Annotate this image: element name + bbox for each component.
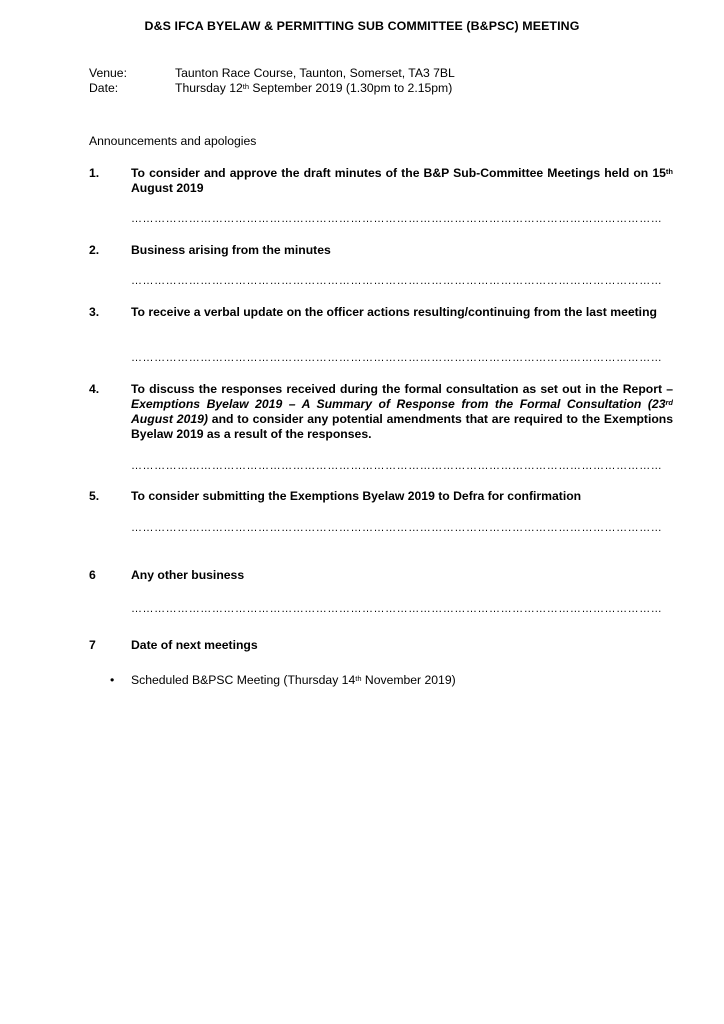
date-label: Date: — [89, 81, 119, 95]
next-meeting-text: Scheduled B&PSC Meeting (Thursday 14th November 2019) — [131, 673, 456, 687]
venue-value: Taunton Race Course, Taunton, Somerset, TA3 7BL — [175, 66, 455, 80]
item-number: 6 — [89, 568, 96, 582]
item-text: To consider and approve the draft minutes of the B&P Sub-Committee Meetings held on 15th August 2019 — [131, 166, 673, 195]
item-number: 5. — [89, 489, 100, 503]
item-number: 2. — [89, 243, 100, 257]
item-text: To consider submitting the Exemptions Byelaw 2019 to Defra for confirmation — [131, 489, 582, 503]
bullet-icon: • — [110, 673, 115, 687]
notes-line-1: ………………………………………………………………………………………………………………………… — [131, 213, 663, 225]
announcements-heading: Announcements and apologies — [89, 134, 257, 148]
notes-line-6: ………………………………………………………………………………………………………………………… — [131, 603, 663, 615]
notes-line-5: ………………………………………………………………………………………………………………………… — [131, 522, 663, 534]
notes-line-3: ………………………………………………………………………………………………………………………… — [131, 352, 663, 364]
item-text: Business arising from the minutes — [131, 243, 331, 257]
item-number: 7 — [89, 638, 96, 652]
item-text: To receive a verbal update on the officer actions resulting/continuing from the last meeting — [131, 305, 657, 319]
item-number: 1. — [89, 166, 100, 180]
page-title: D&S IFCA BYELAW & PERMITTING SUB COMMITTEE (B&PSC) MEETING — [144, 19, 580, 33]
notes-line-4: ………………………………………………………………………………………………………………………… — [131, 460, 663, 472]
notes-line-2: ………………………………………………………………………………………………………………………… — [131, 275, 663, 287]
venue-label: Venue: — [89, 66, 127, 80]
date-value: Thursday 12th September 2019 (1.30pm to 2.15pm) — [175, 81, 453, 95]
item-text: To discuss the responses received during the formal consultation as set out in the Report – Exemptions Byelaw 2019 – A Summary of Response from the Formal Consultation (23rd August 2019) and to consider any potential amendments that are required to the Exemptions Byelaw 2019 as a result of the responses. — [131, 382, 673, 441]
item-number: 4. — [89, 382, 100, 396]
item-text: Any other business — [131, 568, 245, 582]
item-number: 3. — [89, 305, 100, 319]
item-text: Date of next meetings — [131, 638, 258, 652]
